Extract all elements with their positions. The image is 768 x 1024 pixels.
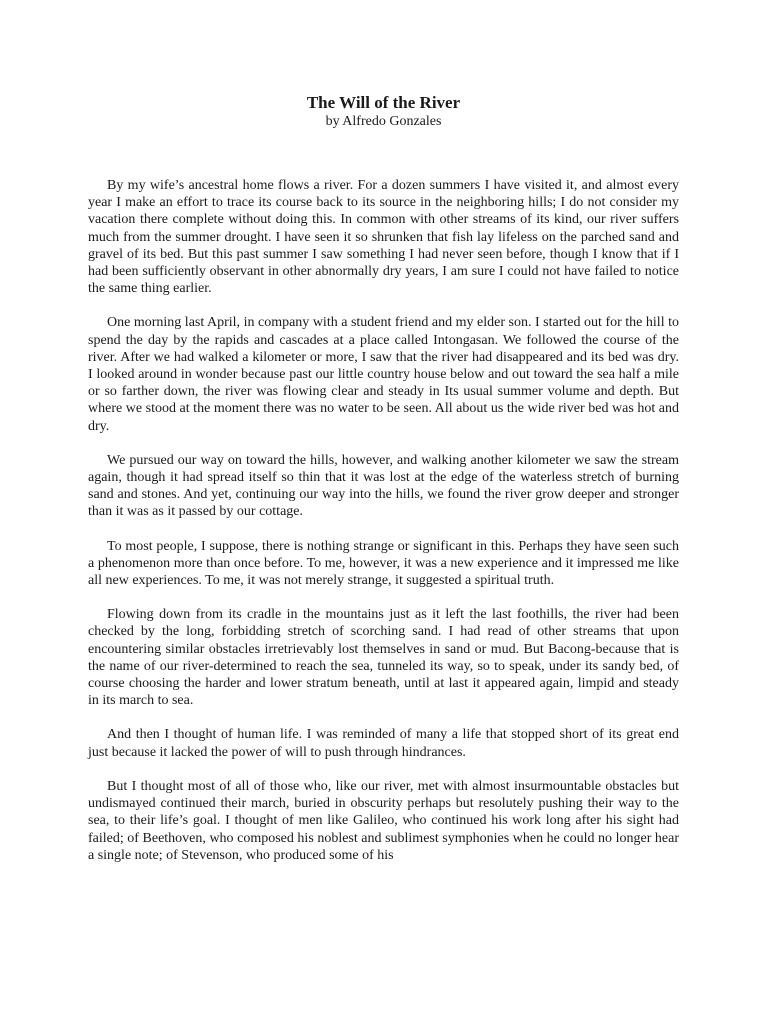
paragraph-6: And then I thought of human life. I was reminded of many a life that stopped short of its great end just because it lacked the power of will to push through hindrances. bbox=[88, 727, 679, 760]
paragraph-7: But I thought most of all of those who, like our river, met with almost insurmountable obstacles but undismayed continued their march, buried in obscurity perhaps but resolutely pushing their way to the sea, to their life’s goal. I thought of men like Galileo, who continued his work long after his sight had failed; of Beethoven, who composed his noblest and sublimest symphonies when he could no longer hear a single note; of Stevenson, who produced some of his bbox=[88, 778, 679, 863]
document-byline: by Alfredo Gonzales bbox=[325, 114, 442, 129]
paragraph-3: We pursued our way on toward the hills, however, and walking another kilometer we saw the stream again, though it had spread itself so thin that it was lost at the edge of the waterless stretch of burning sand and stones. And yet, continuing our way into the hills, we found the river grow deeper and stronger than it was as it passed by our cottage. bbox=[88, 452, 679, 520]
document-page bbox=[88, 93, 679, 881]
paragraph-1: By my wife’s ancestral home flows a river. For a dozen summers I have visited it, and almost every year I make an effort to trace its course back to its source in the neighboring hills; I do not consider my vacation there complete without doing this. In common with other streams of its kind, our river suffers much from the summer drought. I have seen it so shrunken that fish lay lifeless on the parched sand and gravel of its bed. But this past summer I saw something I had never seen before, though I know that if I had been sufficiently observant in other abnormally dry years, I am sure I could not have failed to notice the same thing earlier. bbox=[88, 178, 679, 297]
paragraph-2: One morning last April, in company with a student friend and my elder son. I started out for the hill to spend the day by the rapids and cascades at a place called Intongasan. We followed the course of the river. After we had walked a kilometer or more, I saw that the river had disappeared and its bed was dry. I looked around in wonder because past our little country house below and out toward the sea half a mile or so farther down, the river was flowing clear and steady in Its usual summer volume and depth. But where we stood at the moment there was no water to be seen. All about us the wide river bed was hot and dry. bbox=[88, 315, 679, 434]
paragraph-5: Flowing down from its cradle in the mountains just as it left the last foothills, the river had been checked by the long, forbidding stretch of scorching sand. I had read of other streams that upon encountering similar obstacles irretrievably lost themselves in sand or mud. But Bacong-because that is the name of our river-determined to reach the sea, tunneled its way, so to speak, under its sandy bed, of course choosing the harder and lower stratum beneath, until at last it appeared again, limpid and steady in its march to sea. bbox=[88, 607, 679, 709]
paragraph-4: To most people, I suppose, there is nothing strange or significant in this. Perhaps they have seen such a phenomenon more than once before. To me, however, it was a new experience and it impressed me like all new experiences. To me, it was not merely strange, it suggested a spiritual truth. bbox=[88, 538, 679, 589]
document-title: The Will of the River bbox=[306, 93, 461, 112]
